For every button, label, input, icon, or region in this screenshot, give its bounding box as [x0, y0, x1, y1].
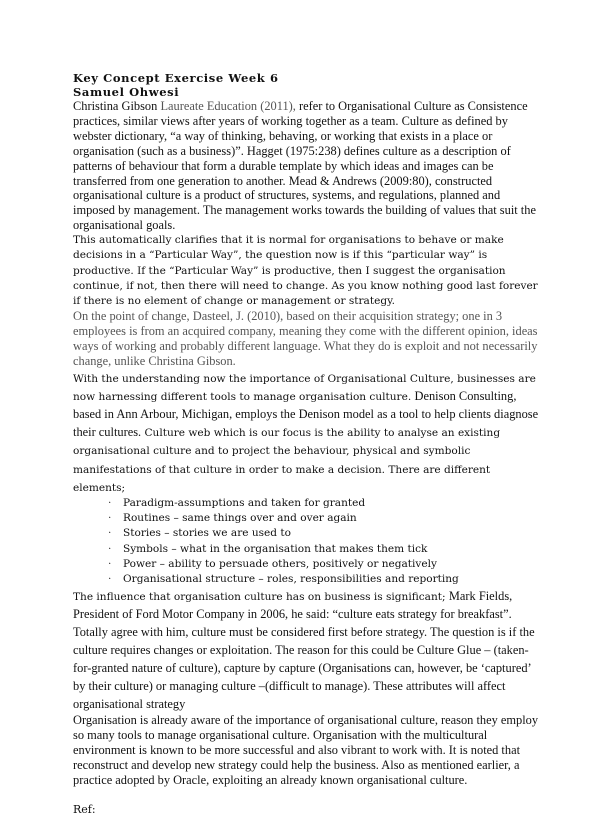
bullet: · — [108, 557, 112, 570]
list-item: · Paradigm-assumptions and taken for granted — [73, 496, 543, 511]
bullet: · — [108, 512, 112, 525]
list-item: · Symbols – what in the organisation that makes them tick — [73, 542, 543, 557]
bullet: · — [108, 527, 112, 540]
lead-name: Christina Gibson — [73, 99, 161, 113]
tools-intro: With the understanding now the importance of Organisational Culture, businesses are now harnessing different tools to manage organisation culture. — [73, 372, 536, 403]
list-item: · Stories – stories we are used to — [73, 526, 543, 541]
list-item: · Routines – same things over and over again — [73, 511, 543, 526]
bullet: · — [108, 573, 112, 586]
list-item: · Power – ability to persuade others, positively or negatively — [73, 557, 543, 572]
references-label: Ref: — [73, 802, 96, 816]
influence-intro: The influence that organisation culture has on business is significant; — [73, 591, 449, 604]
denison-text: Denison Consulting, based in Ann Arbour, Michigan, employs the Denison model as a tool to help clients diagnose their cultures. — [73, 389, 539, 440]
paragraph-conclusion: Organisation is already aware of the importance of organisational culture, reason they employ so many tools to manage organisational culture. Organisation with the multicultural environment is known to be more successful and also vibrant to work with. It is noted that reconstruct and develop new strategy could help the business. Also as mentioned earlier, a practice adopted by Oracle, exploiting an already known organisational culture. — [73, 713, 539, 788]
ford-quote-text: Mark Fields, President of Ford Motor Company in 2006, he said: “culture eats strategy for breakfast”. Totally agree with him, culture must be considered first before strategy. The question is if the culture requires changes or exploitation. The reason for this could be Culture Glue – (taken-for-granted nature of culture), capture by capture (Organisations can, however, be ‘captured’ by their culture) or managing culture –(difficult to manage). These attributes will affect organisational strategy — [73, 589, 535, 712]
author-name: Samuel Ohwesi — [73, 84, 180, 99]
elements-list — [73, 496, 543, 587]
document-page — [73, 72, 543, 817]
paragraph-particular-way: This automatically clarifies that it is normal for organisations to behave or make decisions in a “Particular Way”, the question now is if this “particular way” is productive. If the “Particular Way” is productive, then I suggest the organisation continue, if not, then there will need to change. As you know nothing good last forever if there is no element of change or management or strategy. — [73, 234, 538, 307]
bullet: · — [108, 497, 112, 510]
paragraph-change: On the point of change, Dasteel, J. (2010), based on their acquisition strategy; one in 3 employees is from an acquired company, meaning they come with the different opinion, ideas ways of working and probably different language. What they do is exploit and not necessarily change, unlike Christina Gibson. — [73, 309, 538, 368]
paragraph-influence — [73, 587, 543, 713]
paragraph-culture-definition — [73, 99, 543, 233]
bullet: · — [108, 542, 112, 555]
culture-web-text: Culture web which is our focus is the ability to analyse an existing organisational culture and to project the behaviour, physical and symbolic manifestations of that culture in order to make a decision. There are different elements; — [73, 427, 501, 494]
list-item: · Organisational structure – roles, responsibilities and reporting — [73, 572, 543, 587]
paragraph-tools — [73, 369, 543, 496]
document-title: Key Concept Exercise Week 6 — [73, 71, 279, 85]
paragraph-body: refer to Organisational Culture as Consistence practices, similar views after years of working together as a team. Culture as defined by webster dictionary, “a way of thinking, behaving, or working that exists in a place or organisation (such as a business)”. Hagget (1975:238) defines culture as a description of patterns of behaviour that form a durable template by which ideas and images can be transferred from one generation to another. Mead & Andrews (2009:80), constructed organisational culture is a product of structures, systems, and regulations, planned and imposed by management. The management works towards the building of values that suit the organisational goals. — [73, 99, 536, 233]
citation-source: Laureate Education (2011), — [160, 99, 296, 113]
